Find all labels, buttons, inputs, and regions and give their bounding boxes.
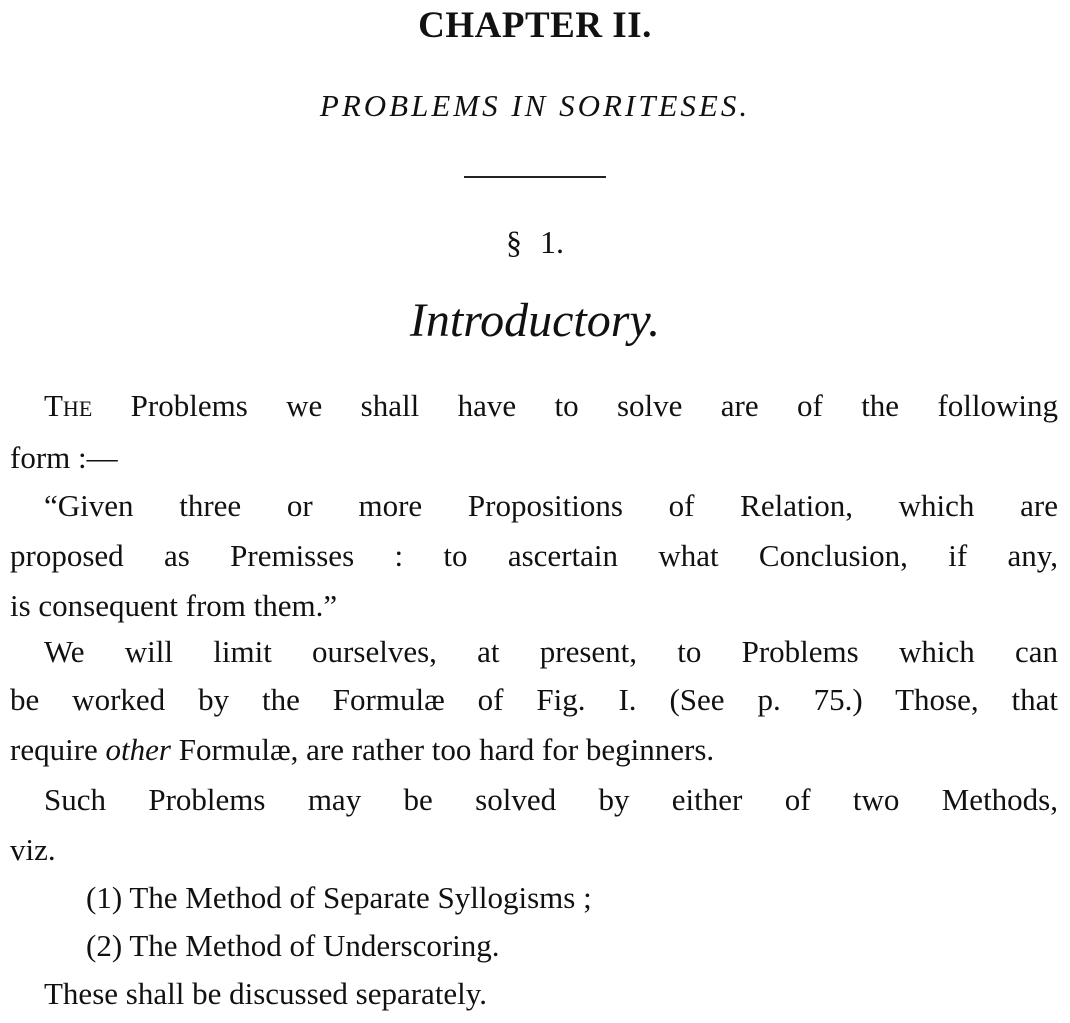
paragraph-3-line-1: We will limit ourselves, at present, to Problems which can: [44, 634, 1058, 669]
paragraph-4-line-2: viz.: [10, 832, 56, 867]
paragraph-3-line-3-post: Formulæ, are rather too hard for beginners.: [170, 732, 715, 767]
paragraph-1-line-1: [10, 386, 1058, 426]
method-item-2: (2) The Method of Underscoring.: [86, 928, 500, 963]
paragraph-3-line-2: be worked by the Formulæ of Fig. I. (See p. 75.) Those, that: [10, 682, 1058, 717]
paragraph-2-line-3: is consequent from them.”: [10, 588, 338, 623]
paragraph-4-line-1: Such Problems may be solved by either of two Methods,: [44, 782, 1058, 817]
method-item-1: (1) The Method of Separate Syllogisms ;: [86, 880, 592, 915]
paragraph-1-line-1-text: Problems we shall have to solve are of the following: [92, 388, 1058, 423]
title-divider: [464, 176, 606, 178]
chapter-subtitle: PROBLEMS IN SORITESES.: [319, 88, 751, 123]
paragraph-3-line-3: [10, 730, 1058, 770]
paragraph-1-lead: The: [44, 388, 93, 423]
paragraph-2-line-1: “Given three or more Propositions of Relation, which are: [44, 488, 1058, 523]
chapter-title: CHAPTER II.: [418, 5, 652, 46]
paragraph-3-emphasis: other: [105, 732, 171, 767]
closing-line: These shall be discussed separately.: [44, 976, 488, 1011]
paragraph-1-line-2: form :—: [10, 440, 118, 475]
section-title: Introductory.: [409, 294, 661, 347]
section-number: § 1.: [506, 224, 564, 260]
paragraph-2-line-2: proposed as Premisses : to ascertain what Conclusion, if any,: [10, 538, 1058, 573]
paragraph-3-line-3-pre: require: [10, 732, 106, 767]
